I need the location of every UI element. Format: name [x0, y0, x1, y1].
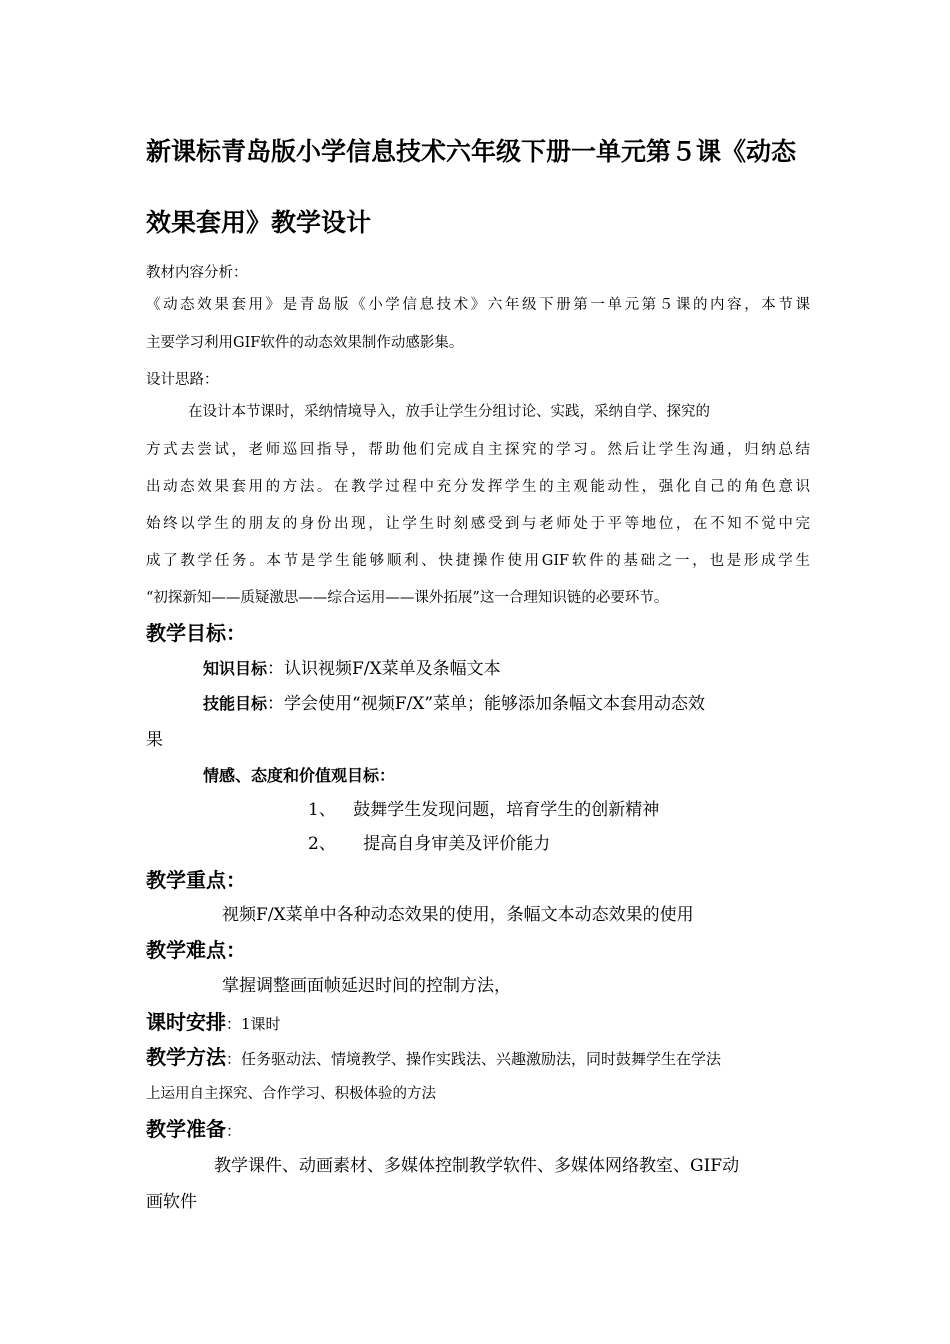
preparation-line-2: 画软件 [146, 1192, 197, 1212]
methods [146, 1045, 721, 1071]
schedule [146, 1010, 281, 1036]
emotion-item-2-number: 2、 [308, 834, 336, 854]
emotion-item-2 [308, 832, 550, 856]
emotion-objective-label-text: 情感、态度和价值观目标： [203, 766, 396, 785]
difficulties-text: 掌握调整画面帧延迟时间的控制方法， [222, 976, 511, 996]
emotion-item-1 [308, 798, 659, 822]
difficulties-heading: 教学难点： [146, 938, 246, 962]
skill-objective-text: ：学会使用“视频F/X”菜单；能够添加条幅文本套用动态效 [267, 694, 706, 714]
design-line-6: “初探新知——质疑激思——综合运用——课外拓展”这一合理知识链的必要环节。 [146, 590, 669, 606]
analysis-line-1: 《动态效果套用》是青岛版《小学信息技术》六年级下册第一单元第５课的内容，本节课 [146, 297, 810, 313]
analysis-heading: 教材内容分析： [146, 265, 248, 281]
analysis-line-2: 主要学习利用GIF软件的动态效果制作动感影集。 [146, 335, 464, 351]
document-title-line-2: 效果套用》教学设计 [146, 208, 372, 237]
design-line-3: 出动态效果套用的方法。在教学过程中充分发挥学生的主观能动性，强化自己的角色意识 [146, 479, 810, 495]
design-line-2: 方式去尝试，老师巡回指导，帮助他们完成自主探究的学习。然后让学生沟通，归纳总结 [146, 442, 810, 458]
design-line-1: 在设计本节课时，采纳情境导入，放手让学生分组讨论、实践，采纳自学、探究的 [188, 404, 710, 420]
objectives-heading: 教学目标： [146, 621, 246, 645]
skill-objective [203, 692, 705, 716]
emotion-item-2-text: 提高自身审美及评价能力 [363, 834, 551, 854]
methods-text-line-1: ：任务驱动法、情境教学、操作实践法、兴趣激励法，同时鼓舞学生在学法 [226, 1050, 722, 1068]
knowledge-objective [203, 657, 501, 681]
preparation [146, 1117, 241, 1143]
emotion-item-1-text: 鼓舞学生发现问题，培育学生的创新精神 [353, 800, 660, 820]
skill-objective-continuation: 果 [146, 730, 163, 750]
methods-text-line-2: 上运用自主探究、合作学习、积极体验的方法 [146, 1086, 436, 1102]
design-line-4: 始终以学生的朋友的身份出现，让学生时刻感受到与老师处于平等地位，在不知不觉中完 [146, 516, 810, 532]
key-points-text: 视频F/X菜单中各种动态效果的使用，条幅文本动态效果的使用 [222, 905, 694, 925]
knowledge-objective-label: 知识目标 [203, 659, 268, 678]
document-title-line-1: 新课标青岛版小学信息技术六年级下册一单元第５课《动态 [146, 137, 797, 166]
schedule-text: ：1课时 [226, 1015, 281, 1033]
preparation-colon: ： [226, 1122, 242, 1140]
schedule-heading: 课时安排 [146, 1010, 226, 1034]
design-heading: 设计思路： [146, 372, 219, 388]
preparation-heading: 教学准备 [146, 1117, 226, 1141]
emotion-objective-label [203, 764, 395, 788]
design-line-5: 成了教学任务。本节是学生能够顺利、快捷操作使用GIF软件的基础之一，也是形成学生 [146, 553, 810, 569]
key-points-heading: 教学重点： [146, 868, 246, 892]
skill-objective-label: 技能目标 [203, 694, 268, 713]
methods-heading: 教学方法 [146, 1045, 226, 1069]
emotion-item-1-number: 1、 [308, 800, 336, 820]
preparation-line-1: 教学课件、动画素材、多媒体控制教学软件、多媒体网络教室、GIF动 [214, 1156, 740, 1176]
knowledge-objective-text: ：认识视频F/X菜单及条幅文本 [267, 659, 501, 679]
